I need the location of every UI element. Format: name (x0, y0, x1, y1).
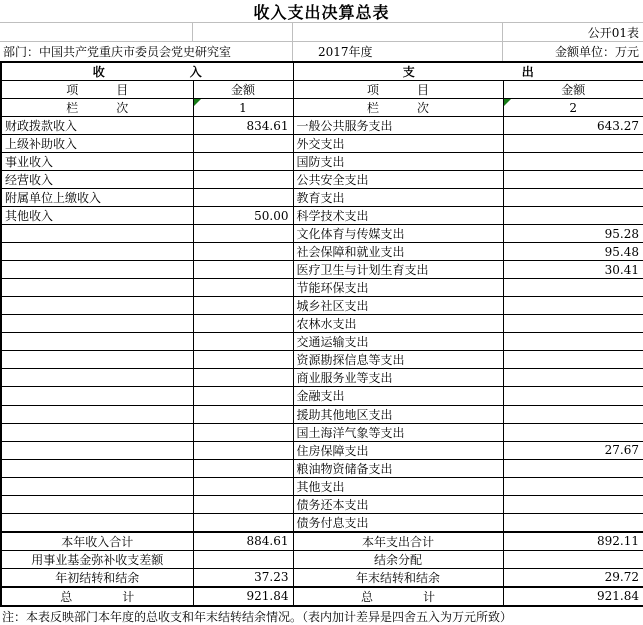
expense-item-cell: 教育支出 (293, 189, 503, 207)
expense-item-cell: 节能环保支出 (293, 279, 503, 297)
char: 入 (189, 65, 202, 79)
summary-income-amount-cell: 921.84 (193, 587, 293, 606)
income-item-cell (1, 297, 193, 315)
char: 支 (402, 65, 415, 79)
char: 总 (360, 589, 373, 604)
expense-item-cell: 一般公共服务支出 (293, 117, 503, 135)
char: 计 (122, 589, 135, 604)
table-code-row (0, 22, 643, 42)
expense-item-cell: 商业服务业等支出 (293, 369, 503, 387)
income-item-cell (1, 279, 193, 297)
table-row (1, 279, 643, 297)
income-item-cell (1, 333, 193, 351)
excel-error-triangle-icon (194, 99, 201, 106)
income-item-cell: 事业收入 (1, 153, 193, 171)
char: 总 (60, 589, 73, 604)
expense-item-cell: 医疗卫生与计划生育支出 (293, 261, 503, 279)
expense-item-cell: 公共安全支出 (293, 171, 503, 189)
expense-amount-cell (503, 495, 643, 513)
column-header-row (1, 81, 643, 99)
char: 出 (521, 65, 534, 79)
empty-cell (192, 23, 292, 41)
table-row (1, 153, 643, 171)
section-header-row (1, 62, 643, 81)
income-item-cell: 其他收入 (1, 207, 193, 225)
income-item-cell (1, 423, 193, 441)
expense-item-header (294, 81, 503, 98)
char: 次 (417, 101, 430, 115)
expense-amount-cell (503, 387, 643, 405)
summary-expense-label-cell (293, 587, 503, 606)
table-row (1, 423, 643, 441)
income-amount-cell (193, 315, 293, 333)
footnote: 注：本表反映部门本年度的总收支和年末结转结余情况。（表内加计差异是四舍五入为万元所致） (2, 609, 513, 624)
empty-cell (292, 23, 502, 41)
expense-amount-cell (503, 171, 643, 189)
income-lane-header (2, 99, 193, 116)
char: 计 (423, 589, 436, 604)
income-item-cell (1, 387, 193, 405)
excel-error-triangle-icon (504, 99, 511, 106)
income-item-cell: 附属单位上缴收入 (1, 189, 193, 207)
income-column-index-cell (193, 99, 293, 117)
income-amount-cell (193, 153, 293, 171)
empty-cell (0, 23, 192, 41)
income-amount-cell (193, 243, 293, 261)
income-item-header-cell (1, 81, 193, 99)
expense-amount-cell (503, 153, 643, 171)
summary-row (1, 568, 643, 587)
table-row (1, 207, 643, 225)
summary-income-label-cell (1, 587, 193, 606)
expense-lane-header (294, 99, 503, 116)
expense-item-cell: 农林水支出 (293, 315, 503, 333)
expense-amount-cell: 30.41 (503, 261, 643, 279)
income-amount-cell (193, 513, 293, 532)
table-row (1, 189, 643, 207)
department-label: 部门：中国共产党重庆市委员会党史研究室 (3, 45, 232, 59)
expense-item-cell: 国土海洋气象等支出 (293, 423, 503, 441)
table-row (1, 117, 643, 135)
char: 项 (366, 83, 379, 97)
expense-amount-cell: 95.28 (503, 225, 643, 243)
income-column-index: 1 (239, 100, 247, 115)
expense-item-cell: 城乡社区支出 (293, 297, 503, 315)
summary-expense-amount-cell: 892.11 (503, 532, 643, 551)
expense-amount-cell: 643.27 (503, 117, 643, 135)
income-item-cell: 财政拨款收入 (1, 117, 193, 135)
expense-amount-cell (503, 279, 643, 297)
income-amount-cell (193, 297, 293, 315)
expense-item-cell: 住房保障支出 (293, 441, 503, 459)
char: 收 (92, 65, 105, 79)
expense-amount-cell (503, 351, 643, 369)
expense-item-cell: 国防支出 (293, 153, 503, 171)
expense-section-header-cell (293, 62, 643, 81)
table-row (1, 297, 643, 315)
income-amount-cell (193, 459, 293, 477)
expense-item-cell: 资源勘探信息等支出 (293, 351, 503, 369)
income-amount-cell (193, 405, 293, 423)
expense-amount-cell (503, 297, 643, 315)
page-title: 收入支出决算总表 (253, 2, 390, 22)
income-section-header-cell (1, 62, 293, 81)
income-item-cell (1, 261, 193, 279)
expense-amount-cell: 27.67 (503, 441, 643, 459)
income-amount-cell (193, 189, 293, 207)
table-row (1, 387, 643, 405)
summary-row (1, 550, 643, 568)
table-row (1, 171, 643, 189)
income-item-cell (1, 351, 193, 369)
summary-income-label-cell: 本年收入合计 (1, 532, 193, 551)
income-amount-cell (193, 495, 293, 513)
table-row (1, 351, 643, 369)
table-row (1, 513, 643, 532)
table-row (1, 333, 643, 351)
summary-expense-amount-cell: 29.72 (503, 568, 643, 587)
char: 栏 (66, 101, 79, 115)
summary-income-amount-cell (193, 550, 293, 568)
expense-amount-cell (503, 135, 643, 153)
income-item-cell: 经营收入 (1, 171, 193, 189)
income-item-cell (1, 459, 193, 477)
fiscal-year-label: 2017年度 (292, 42, 502, 61)
expense-item-cell: 粮油物资储备支出 (293, 459, 503, 477)
income-amount-cell: 834.61 (193, 117, 293, 135)
expense-amount-cell (503, 513, 643, 532)
income-item-cell (1, 225, 193, 243)
income-amount-cell (193, 369, 293, 387)
table-row (1, 243, 643, 261)
title-row (0, 0, 643, 22)
expense-amount-cell: 95.48 (503, 243, 643, 261)
expense-item-cell: 债务还本支出 (293, 495, 503, 513)
expense-item-cell: 债务付息支出 (293, 513, 503, 532)
accounts-table (0, 61, 643, 607)
expense-section-header (294, 63, 643, 80)
summary-row (1, 587, 643, 606)
expense-amount-cell (503, 405, 643, 423)
expense-item-cell: 交通运输支出 (293, 333, 503, 351)
income-amount-cell (193, 171, 293, 189)
table-code: 公开01表 (502, 23, 643, 41)
expense-amount-cell (503, 207, 643, 225)
summary-income-label-cell: 年初结转和结余 (1, 568, 193, 587)
expense-amount-cell (503, 369, 643, 387)
char: 目 (116, 83, 129, 97)
expense-item-cell: 科学技术支出 (293, 207, 503, 225)
expense-amount-cell (503, 315, 643, 333)
char: 次 (116, 101, 129, 115)
table-row (1, 225, 643, 243)
amount-unit-label: 金额单位：万元 (502, 42, 643, 61)
table-row (1, 441, 643, 459)
income-amount-cell (193, 423, 293, 441)
table-row (1, 477, 643, 495)
table-row (1, 261, 643, 279)
income-section-header (2, 63, 293, 80)
summary-expense-label (294, 588, 503, 605)
table-row (1, 135, 643, 153)
expense-lane-header-cell (293, 99, 503, 117)
income-item-cell (1, 495, 193, 513)
income-amount-cell (193, 261, 293, 279)
summary-expense-label-cell: 年末结转和结余 (293, 568, 503, 587)
income-amount-cell: 50.00 (193, 207, 293, 225)
table-row (1, 315, 643, 333)
lane-index-row (1, 99, 643, 117)
expense-item-cell: 外交支出 (293, 135, 503, 153)
summary-expense-label-cell: 本年支出合计 (293, 532, 503, 551)
income-amount-cell (193, 225, 293, 243)
char: 栏 (366, 101, 379, 115)
income-amount-cell (193, 333, 293, 351)
summary-income-label (2, 588, 193, 605)
expense-amount-cell (503, 459, 643, 477)
income-amount-cell (193, 387, 293, 405)
income-amount-cell (193, 441, 293, 459)
expense-item-cell: 其他支出 (293, 477, 503, 495)
income-item-cell: 上级补助收入 (1, 135, 193, 153)
income-amount-cell (193, 351, 293, 369)
table-row (1, 495, 643, 513)
expense-column-index: 2 (569, 100, 578, 115)
income-amount-header: 金额 (193, 81, 293, 99)
income-amount-cell (193, 477, 293, 495)
income-item-cell (1, 315, 193, 333)
summary-expense-label-cell: 结余分配 (293, 550, 503, 568)
summary-expense-amount-cell: 921.84 (503, 587, 643, 606)
expense-column-index-cell (503, 99, 643, 117)
income-item-cell (1, 513, 193, 532)
expense-amount-cell (503, 333, 643, 351)
expense-item-cell: 社会保障和就业支出 (293, 243, 503, 261)
meta-row (0, 42, 643, 61)
char: 目 (417, 83, 430, 97)
income-item-cell (1, 477, 193, 495)
income-item-cell (1, 369, 193, 387)
income-item-header (2, 81, 193, 98)
table-row (1, 405, 643, 423)
char: 项 (66, 83, 79, 97)
summary-income-amount-cell: 884.61 (193, 532, 293, 551)
income-item-cell (1, 405, 193, 423)
expense-item-cell: 金融支出 (293, 387, 503, 405)
expense-amount-cell (503, 189, 643, 207)
income-item-cell (1, 243, 193, 261)
summary-income-amount-cell: 37.23 (193, 568, 293, 587)
income-item-cell (1, 441, 193, 459)
summary-income-label-cell: 用事业基金弥补收支差额 (1, 550, 193, 568)
table-row (1, 459, 643, 477)
expense-item-cell: 援助其他地区支出 (293, 405, 503, 423)
income-amount-cell (193, 135, 293, 153)
expense-amount-cell (503, 423, 643, 441)
summary-row (1, 532, 643, 551)
summary-expense-amount-cell (503, 550, 643, 568)
expense-amount-cell (503, 477, 643, 495)
expense-item-cell: 文化体育与传媒支出 (293, 225, 503, 243)
expense-item-header-cell (293, 81, 503, 99)
table-row (1, 369, 643, 387)
income-lane-header-cell (1, 99, 193, 117)
expense-amount-header: 金额 (503, 81, 643, 99)
income-amount-cell (193, 279, 293, 297)
